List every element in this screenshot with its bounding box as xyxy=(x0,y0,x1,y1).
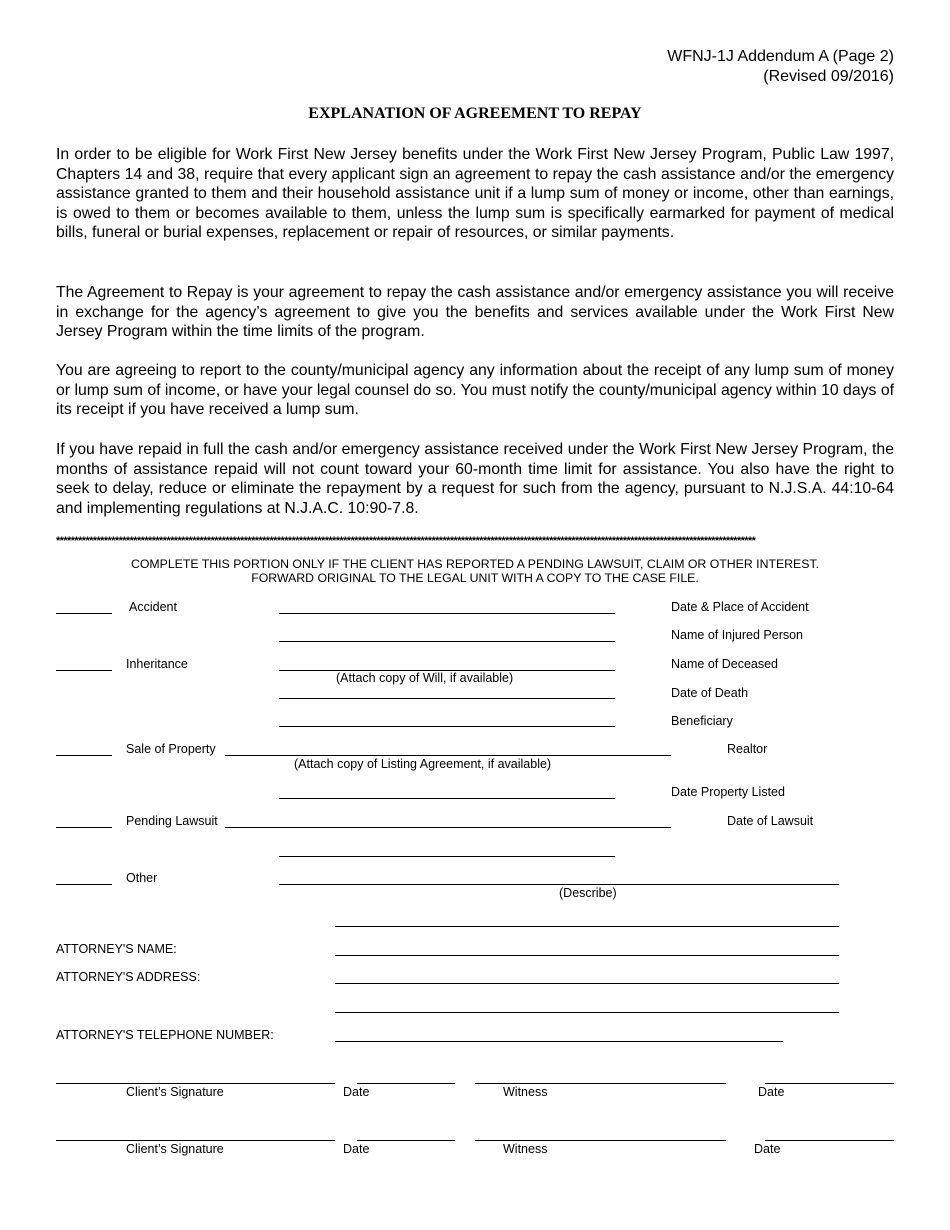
client-signature-label-2: Client’s Signature xyxy=(126,1142,224,1156)
witness-date-label-1: Date xyxy=(758,1085,785,1099)
form-id: WFNJ-1J Addendum A (Page 2) xyxy=(667,48,894,65)
name-injured-person-label: Name of Injured Person xyxy=(671,628,804,642)
paragraph-eligibility: In order to be eligible for Work First New Jersey benefits under the Work First New Jersey Program, Public Law 1997, Chapters 14 and 38, require that every applicant sign an agreement to repay the cash assistance and/or the emergency assistance granted to them and their household assistance unit if a lump sum of money or income, other than earnings, is owed to them or becomes available to them, unless the lump sum is specifically earmarked for payment of medical bills, funeral or burial expenses, replacement or repair of resources, or similar payments. xyxy=(56,146,894,242)
name-of-deceased-label: Name of Deceased xyxy=(671,657,779,671)
other-label: Other xyxy=(126,871,158,885)
attach-will-note: (Attach copy of Will, if available) xyxy=(336,671,514,685)
instructions-line-2: FORWARD ORIGINAL TO THE LEGAL UNIT WITH A COPY TO THE CASE FILE. xyxy=(251,571,699,585)
paragraph-agreement: The Agreement to Repay is your agreement to repay the cash assistance and/or emergency assistance you will receive in exchange for the agency’s agreement to give you the benefits and services available under the Work First New Jersey Program within the time limits of the program. xyxy=(56,284,894,341)
date-property-listed-field[interactable] xyxy=(279,798,615,799)
client-date-field-1[interactable] xyxy=(357,1083,455,1084)
client-date-label-2: Date xyxy=(343,1142,370,1156)
attorney-phone-label: ATTORNEY'S TELEPHONE NUMBER: xyxy=(56,1028,274,1042)
witness-field-1[interactable] xyxy=(475,1083,726,1084)
pending-lawsuit-check-field[interactable] xyxy=(56,827,112,828)
attorney-name-line-top[interactable] xyxy=(335,926,839,927)
attorney-phone-field[interactable] xyxy=(335,1041,783,1042)
attach-listing-note: (Attach copy of Listing Agreement, if available) xyxy=(294,757,552,771)
witness-date-label-2: Date xyxy=(754,1142,781,1156)
page-title: EXPLANATION OF AGREEMENT TO REPAY xyxy=(308,105,642,122)
witness-field-2[interactable] xyxy=(475,1140,726,1141)
lawsuit-extra-field[interactable] xyxy=(279,856,615,857)
date-of-lawsuit-field[interactable] xyxy=(225,827,671,828)
attorney-name-label: ATTORNEY'S NAME: xyxy=(56,942,177,956)
other-describe-field[interactable] xyxy=(279,884,839,885)
witness-label-1: Witness xyxy=(503,1085,548,1099)
inheritance-check-field[interactable] xyxy=(56,670,112,671)
pending-lawsuit-label: Pending Lawsuit xyxy=(126,814,218,828)
witness-date-field-1[interactable] xyxy=(765,1083,894,1084)
inheritance-label: Inheritance xyxy=(126,657,188,671)
date-of-death-field[interactable] xyxy=(279,698,615,699)
date-of-lawsuit-label: Date of Lawsuit xyxy=(727,814,814,828)
realtor-label: Realtor xyxy=(727,742,768,756)
date-place-accident-label: Date & Place of Accident xyxy=(671,600,809,614)
client-date-field-2[interactable] xyxy=(357,1140,455,1141)
attorney-name-field[interactable] xyxy=(335,955,839,956)
revision-date: (Revised 09/2016) xyxy=(763,68,894,85)
sale-of-property-label: Sale of Property xyxy=(126,742,216,756)
accident-label: Accident xyxy=(129,600,177,614)
client-signature-field-1[interactable] xyxy=(56,1083,335,1084)
beneficiary-field[interactable] xyxy=(279,726,615,727)
other-check-field[interactable] xyxy=(56,884,112,885)
date-place-accident-field[interactable] xyxy=(279,613,615,614)
date-property-listed-label: Date Property Listed xyxy=(671,785,785,799)
instructions-line-1: COMPLETE THIS PORTION ONLY IF THE CLIENT HAS REPORTED A PENDING LAWSUIT, CLAIM OR OTHER INTEREST. xyxy=(130,557,820,571)
sale-of-property-check-field[interactable] xyxy=(56,755,112,756)
beneficiary-label: Beneficiary xyxy=(671,714,733,728)
attorney-address-label: ATTORNEY'S ADDRESS: xyxy=(56,970,201,984)
client-date-label-1: Date xyxy=(343,1085,370,1099)
witness-date-field-2[interactable] xyxy=(765,1140,894,1141)
realtor-field[interactable] xyxy=(225,755,671,756)
paragraph-reporting: You are agreeing to report to the county/municipal agency any information about the receipt of any lump sum of money or lump sum of income, or have your legal counsel do so. You must notify the county/municipal agency within 10 days of its receipt if you have received a lump sum. xyxy=(56,362,894,419)
client-signature-field-2[interactable] xyxy=(56,1140,335,1141)
name-injured-person-field[interactable] xyxy=(279,641,615,642)
accident-check-field[interactable] xyxy=(56,613,112,614)
date-of-death-label: Date of Death xyxy=(671,686,749,700)
witness-label-2: Witness xyxy=(503,1142,548,1156)
attorney-address-field[interactable] xyxy=(335,983,839,984)
attorney-address-field-2[interactable] xyxy=(335,1012,839,1013)
client-signature-label-1: Client’s Signature xyxy=(126,1085,224,1099)
separator-stars: ********************************************************************************************************************************************************************************************** xyxy=(56,535,756,547)
paragraph-repayment: If you have repaid in full the cash and/or emergency assistance received under the Work First New Jersey Program, the months of assistance repaid will not count toward your 60-month time limit for assistance. You also have the right to seek to delay, reduce or eliminate the repayment by a request for such from the agency, pursuant to N.J.S.A. 44:10-64 and implementing regulations at N.J.A.C. 10:90-7.8. xyxy=(56,441,894,517)
describe-note: (Describe) xyxy=(559,886,617,900)
